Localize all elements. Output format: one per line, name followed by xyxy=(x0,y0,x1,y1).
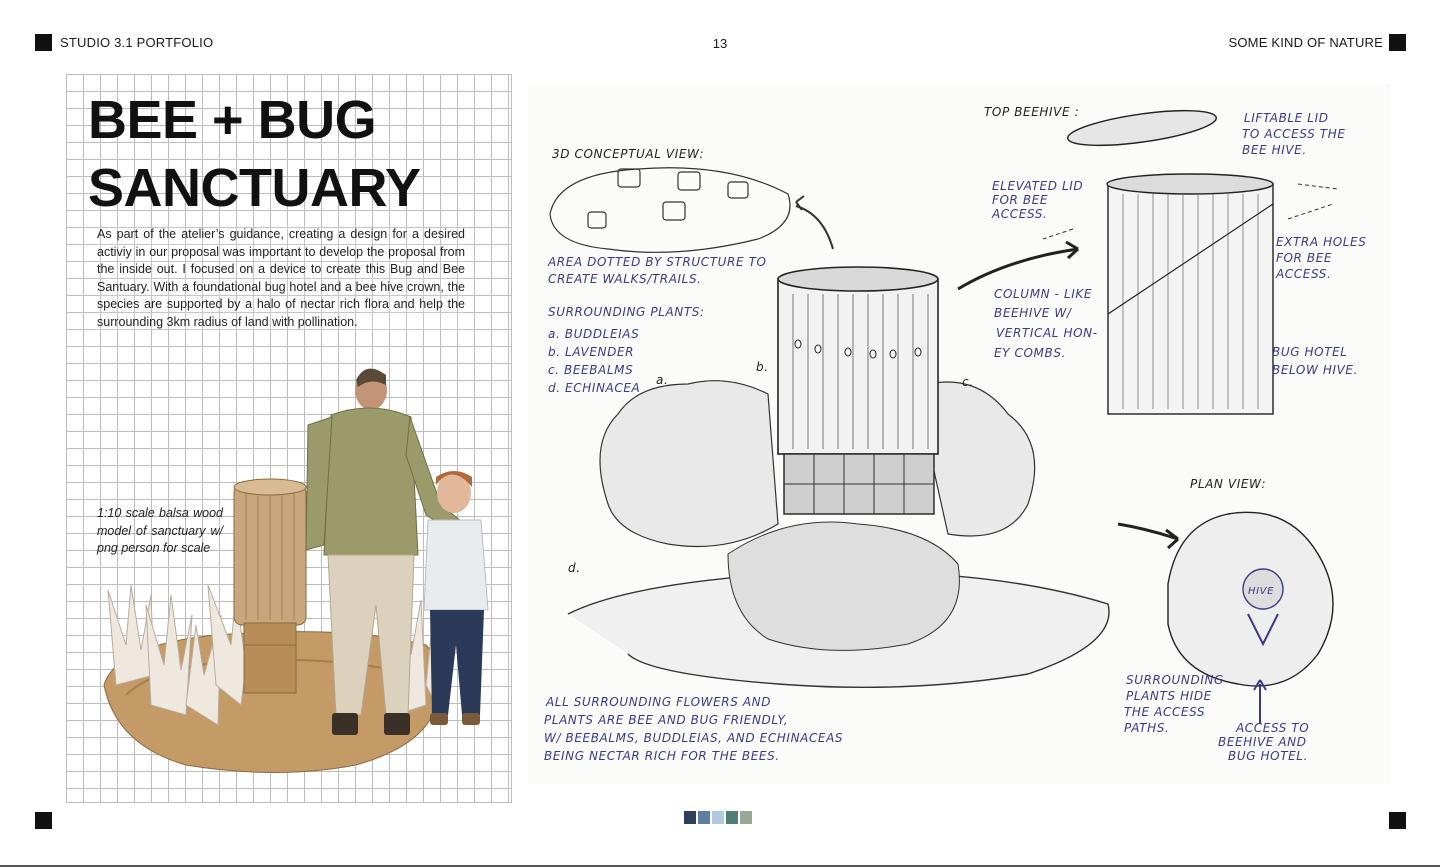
bug-hotel-line: BUG HOTEL xyxy=(1272,345,1348,359)
elevated-line: ELEVATED LID xyxy=(992,179,1084,193)
extra-holes-line: ACCESS. xyxy=(1276,267,1332,281)
color-palette xyxy=(684,811,752,824)
bug-hotel-line: BELOW HIVE. xyxy=(1272,363,1359,377)
conceptual-view-drawing xyxy=(550,168,833,253)
concept-note-1: AREA DOTTED BY STRUCTURE TO xyxy=(548,255,767,269)
concept-note-2: CREATE WALKS/TRAILS. xyxy=(548,272,702,286)
plant-item: a. BUDDLEIAS xyxy=(548,327,640,341)
plant-item: d. ECHINACEA xyxy=(548,381,641,395)
access-line: BEEHIVE AND xyxy=(1218,735,1307,749)
header-left-title: STUDIO 3.1 PORTFOLIO xyxy=(60,35,214,50)
plant-item: c. BEEBALMS xyxy=(548,363,634,377)
corner-mark-bottom-left xyxy=(35,812,52,829)
top-beehive-title: TOP BEEHIVE : xyxy=(984,105,1080,119)
title-line-2: SANCTUARY xyxy=(88,158,421,218)
title-line-1: BEE + BUG xyxy=(88,90,377,150)
plant-item: b. LAVENDER xyxy=(548,345,635,359)
page-title xyxy=(88,86,421,222)
hive-label: HIVE xyxy=(1248,586,1275,597)
column-line: COLUMN - LIKE xyxy=(994,287,1093,301)
description-paragraph: As part of the atelier’s guidance, creating a design for a desired activiy in our proposal was important to develop the proposal from the inside out. I focused on a device to create this Bug and Bee Santuary. With a foundational bug hotel and a bee hive crown, the species are supported by a halo of nectar rich flora and help the surrounding 3km radius of land with pollination. xyxy=(97,226,465,331)
column-line: EY COMBS. xyxy=(994,346,1066,360)
column-line: VERTICAL HON- xyxy=(996,326,1098,340)
palette-swatch xyxy=(698,811,710,824)
surrounding-line: SURROUNDING xyxy=(1126,673,1224,687)
extra-holes-line: EXTRA HOLES xyxy=(1276,235,1367,249)
concept-title: 3D CONCEPTUAL VIEW: xyxy=(552,147,705,161)
corner-mark-top-left xyxy=(35,34,52,51)
plant-marker-a: a. xyxy=(656,373,669,387)
liftable-line: LIFTABLE LID xyxy=(1244,111,1329,125)
plant-marker-c: c. xyxy=(962,375,974,389)
liftable-line: BEE HIVE. xyxy=(1242,143,1307,157)
plant-marker-d: d. xyxy=(568,561,581,575)
surrounding-line: PLANTS HIDE xyxy=(1126,689,1212,703)
header-right-title: SOME KIND OF NATURE xyxy=(1228,35,1383,50)
corner-mark-bottom-right xyxy=(1389,812,1406,829)
model-caption: 1:10 scale balsa wood model of sanctuary w/ png person for scale xyxy=(97,506,223,555)
bottom-note-line: ALL SURROUNDING FLOWERS AND xyxy=(546,695,772,709)
plants-title: SURROUNDING PLANTS: xyxy=(548,305,705,319)
plant-marker-b: b. xyxy=(756,360,769,374)
plants-list xyxy=(548,305,705,395)
palette-swatch xyxy=(684,811,696,824)
sanctuary-sketch xyxy=(528,84,1390,784)
palette-swatch xyxy=(712,811,724,824)
elevated-line: ACCESS. xyxy=(992,207,1048,221)
bottom-note xyxy=(544,695,843,763)
palette-swatch xyxy=(740,811,752,824)
extra-holes-line: FOR BEE xyxy=(1276,251,1333,265)
column-line: BEEHIVE W/ xyxy=(994,306,1072,320)
page-number: 13 xyxy=(712,36,728,51)
corner-mark-top-right xyxy=(1389,34,1406,51)
elevated-line: FOR BEE xyxy=(992,193,1049,207)
bottom-note-line: BEING NECTAR RICH FOR THE BEES. xyxy=(544,749,780,763)
surrounding-line: PATHS. xyxy=(1124,721,1170,735)
access-line: ACCESS TO xyxy=(1236,721,1310,735)
palette-swatch xyxy=(726,811,738,824)
bottom-note-line: PLANTS ARE BEE AND BUG FRIENDLY, xyxy=(544,713,789,727)
access-line: BUG HOTEL. xyxy=(1228,749,1309,763)
surrounding-line: THE ACCESS xyxy=(1124,705,1206,719)
liftable-line: TO ACCESS THE xyxy=(1242,127,1346,141)
model-photo xyxy=(96,345,496,775)
plan-view-title: PLAN VIEW: xyxy=(1190,477,1267,491)
bottom-note-line: W/ BEEBALMS, BUDDLEIAS, AND ECHINACEAS xyxy=(544,731,844,745)
